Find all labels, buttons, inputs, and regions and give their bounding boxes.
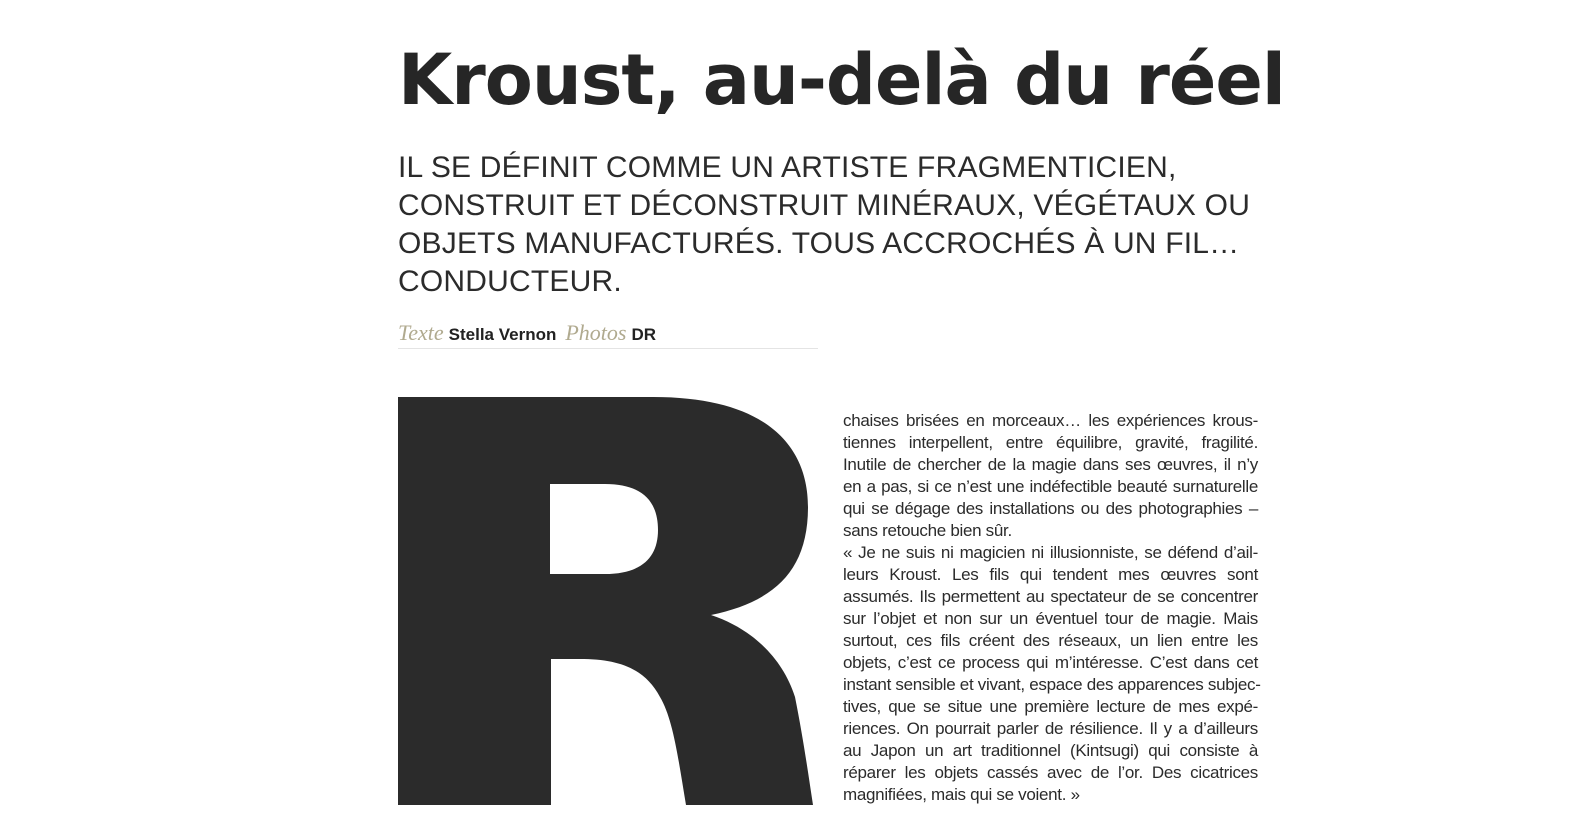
- article-credits: [398, 320, 818, 349]
- body-line: leurs Kroust. Les fils qui tendent mes œuvres sont: [843, 565, 1258, 584]
- body-line: riences. On pourrait parler de résilience. Il y a d’ailleurs: [843, 719, 1258, 738]
- text-credit-name: Stella Vernon: [448, 325, 557, 344]
- body-line: « Je ne suis ni magicien ni illusionniste, se défend d’ail-: [843, 543, 1258, 562]
- body-line: assumés. Ils permettent au spectateur de se concentrer: [843, 587, 1258, 606]
- standfirst-line: CONDUCTEUR.: [398, 265, 622, 298]
- article-standfirst: [398, 149, 1251, 301]
- article-headline: Kroust, au-delà du réel: [398, 39, 1285, 121]
- body-line: instant sensible et vivant, espace des apparences subjec-: [843, 675, 1261, 694]
- standfirst-line: CONSTRUIT ET DÉCONSTRUIT MINÉRAUX, VÉGÉTAUX OU: [398, 189, 1251, 222]
- standfirst-line: IL SE DÉFINIT COMME UN ARTISTE FRAGMENTICIEN,: [398, 151, 1177, 184]
- body-line: tiennes interpellent, entre équilibre, gravité, fragilité.: [843, 433, 1258, 452]
- photos-credit-label: Photos: [565, 320, 627, 345]
- body-line: surtout, ces fils créent des réseaux, un lien entre les: [843, 631, 1258, 650]
- body-paragraph: [843, 542, 1261, 806]
- body-line: sans retouche bien sûr.: [843, 521, 1012, 540]
- body-line: objets, c’est ce process qui m’intéresse. C’est dans cet: [843, 653, 1258, 672]
- body-line: au Japon un art traditionnel (Kintsugi) qui consiste à: [843, 741, 1258, 760]
- body-line: réparer les objets cassés avec de l’or. Des cicatrices: [843, 763, 1258, 782]
- article: [398, 0, 1285, 820]
- body-line: tives, que se situe une première lecture de mes expé-: [843, 697, 1258, 716]
- text-credit-label: Texte: [398, 320, 444, 345]
- body-line: Inutile de chercher de la magie dans ses œuvres, il n’y: [843, 455, 1258, 474]
- drop-cap: [398, 397, 818, 805]
- article-body: [843, 410, 1261, 806]
- body-line: magnifiées, mais qui se voient. »: [843, 785, 1080, 804]
- body-line: en a pas, si ce n’est une indéfectible beauté surnaturelle: [843, 477, 1258, 496]
- body-line: sur l’objet et non sur un éventuel tour de magie. Mais: [843, 609, 1258, 628]
- body-line: qui se dégage des installations ou des photographies –: [843, 499, 1258, 518]
- body-line: chaises brisées en morceaux… les expériences krous-: [843, 411, 1258, 430]
- standfirst-line: OBJETS MANUFACTURÉS. TOUS ACCROCHÉS À UN FIL…: [398, 227, 1240, 260]
- drop-cap-letter: [398, 397, 813, 805]
- photos-credit-name: DR: [631, 325, 657, 344]
- body-paragraph: [843, 410, 1258, 542]
